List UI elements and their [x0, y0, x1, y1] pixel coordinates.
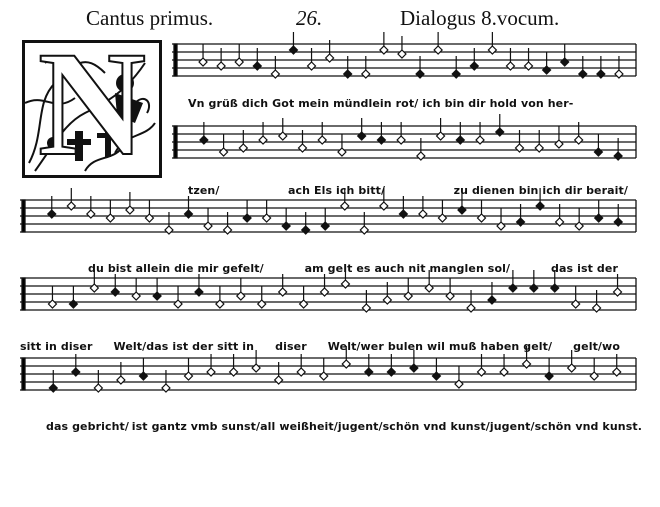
music-note — [224, 212, 232, 234]
music-note — [300, 286, 308, 308]
music-note — [252, 350, 260, 372]
lyric-segment: sitt in diser — [20, 340, 93, 353]
music-note — [302, 212, 310, 234]
lyric-segment: du bist allein die mir gefelt/ — [88, 262, 264, 275]
music-note — [321, 274, 329, 296]
lyric-line-5 — [46, 420, 642, 433]
music-note — [575, 208, 583, 230]
music-note — [383, 282, 391, 304]
music-note — [145, 200, 153, 222]
music-note — [594, 134, 602, 156]
music-note — [195, 274, 203, 296]
music-note — [555, 126, 563, 148]
music-note — [258, 286, 266, 308]
music-note — [263, 200, 271, 222]
music-note — [318, 122, 326, 144]
music-note — [344, 56, 352, 78]
music-note — [200, 122, 208, 144]
lyric-line-1: Vn grüß dich Got mein mündlein rot/ ich bin dir hold von her- — [188, 97, 574, 110]
music-note — [362, 290, 370, 312]
music-note — [308, 48, 316, 70]
lyric-line-3 — [88, 262, 618, 275]
music-note — [467, 290, 475, 312]
music-note — [275, 362, 283, 384]
lyric-segment: Welt/wer bulen wil muß haben gelt/ — [327, 340, 553, 353]
lyric-line-2 — [188, 184, 628, 197]
music-note — [216, 286, 224, 308]
music-note — [614, 204, 622, 226]
music-note — [299, 130, 307, 152]
lyric-segment: ach Els ich bitt/ — [287, 184, 386, 197]
music-note — [506, 48, 514, 70]
music-note — [595, 200, 603, 222]
music-note — [162, 370, 170, 392]
music-note — [500, 354, 508, 376]
initial-letter: N — [37, 40, 147, 178]
clef-mark — [174, 44, 177, 76]
music-note — [165, 212, 173, 234]
clef-mark — [22, 278, 25, 310]
music-note — [237, 278, 245, 300]
music-note — [543, 52, 551, 74]
music-note — [380, 32, 388, 54]
music-note — [321, 208, 329, 230]
music-note — [535, 130, 543, 152]
voice-part-title: Cantus primus. — [86, 6, 214, 30]
music-note — [397, 122, 405, 144]
lyric-segment: gelt/wo — [573, 340, 620, 353]
lyric-line-4 — [20, 340, 620, 353]
music-note — [419, 196, 427, 218]
music-note — [488, 32, 496, 54]
page-number: 26. — [296, 6, 323, 30]
music-note — [117, 362, 125, 384]
music-note — [575, 122, 583, 144]
music-note — [106, 200, 114, 222]
clef-mark — [22, 358, 25, 390]
music-note — [199, 44, 207, 66]
music-note — [126, 192, 134, 214]
music-note — [320, 358, 328, 380]
music-note — [132, 278, 140, 300]
music-note — [259, 122, 267, 144]
music-note — [174, 286, 182, 308]
music-note — [326, 40, 334, 62]
music-note — [434, 32, 442, 54]
music-note — [239, 130, 247, 152]
music-note — [568, 350, 576, 372]
music-note — [67, 188, 75, 210]
lyric-segment: am gelt es auch nit manglen sol/ — [304, 262, 511, 275]
music-note — [572, 286, 580, 308]
music-note — [561, 44, 569, 66]
music-note — [517, 204, 525, 226]
music-note — [614, 138, 622, 160]
music-note — [377, 122, 385, 144]
music-note — [338, 134, 346, 156]
music-note — [556, 204, 564, 226]
music-note — [253, 48, 261, 70]
music-note — [613, 354, 621, 376]
music-note — [432, 358, 440, 380]
music-note — [410, 350, 418, 372]
music-note — [452, 56, 460, 78]
music-note — [207, 354, 215, 376]
music-note — [579, 56, 587, 78]
music-note — [217, 48, 225, 70]
music-note — [69, 286, 77, 308]
music-note — [153, 278, 161, 300]
music-note — [497, 208, 505, 230]
music-note — [289, 32, 297, 54]
music-note — [139, 358, 147, 380]
music-note — [185, 358, 193, 380]
music-note — [593, 290, 601, 312]
music-note — [456, 122, 464, 144]
music-note — [545, 358, 553, 380]
music-note — [614, 274, 622, 296]
music-note — [615, 56, 623, 78]
music-note — [416, 56, 424, 78]
music-note — [94, 370, 102, 392]
music-note — [478, 200, 486, 222]
music-note — [597, 56, 605, 78]
music-note — [230, 354, 238, 376]
music-note — [48, 286, 56, 308]
music-note — [49, 370, 57, 392]
music-note — [417, 138, 425, 160]
music-note — [478, 354, 486, 376]
lyric-segment: das gebricht/ — [46, 420, 130, 433]
music-note — [404, 278, 412, 300]
music-note — [398, 36, 406, 58]
music-note — [488, 282, 496, 304]
music-note — [235, 44, 243, 66]
clef-mark — [174, 126, 177, 158]
music-note — [185, 196, 193, 218]
lyric-segment: Welt/das ist der sitt in — [113, 340, 255, 353]
music-note — [87, 196, 95, 218]
clef-mark — [22, 200, 25, 232]
lyric-segment: tzen/ — [188, 184, 220, 197]
music-note — [590, 358, 598, 380]
music-note — [496, 114, 504, 136]
music-note — [271, 56, 279, 78]
music-note — [279, 274, 287, 296]
music-note — [279, 118, 287, 140]
music-note — [387, 354, 395, 376]
lyric-segment: das ist der — [551, 262, 618, 275]
music-note — [525, 48, 533, 70]
lyric-segment: zu dienen bin ich dir berait/ — [453, 184, 628, 197]
music-note — [297, 354, 305, 376]
music-note — [111, 274, 119, 296]
music-note — [204, 208, 212, 230]
music-note — [220, 134, 228, 156]
music-note — [399, 196, 407, 218]
work-title: Dialogus 8.vocum. — [400, 6, 560, 30]
music-note — [437, 118, 445, 140]
music-note — [470, 48, 478, 70]
music-note — [365, 354, 373, 376]
music-note — [243, 200, 251, 222]
music-note — [455, 366, 463, 388]
music-note — [360, 212, 368, 234]
music-note — [362, 56, 370, 78]
music-note — [48, 196, 56, 218]
music-note — [438, 200, 446, 222]
lyric-segment: diser — [275, 340, 307, 353]
music-note — [72, 354, 80, 376]
music-note — [282, 208, 290, 230]
music-note — [476, 122, 484, 144]
music-note — [516, 130, 524, 152]
music-note — [358, 118, 366, 140]
music-note — [446, 278, 454, 300]
lyric-segment: ist gantz vmb sunst/all weißheit/jugent/schön vnd kunst/jugent/schön vnd kunst. — [131, 420, 642, 433]
